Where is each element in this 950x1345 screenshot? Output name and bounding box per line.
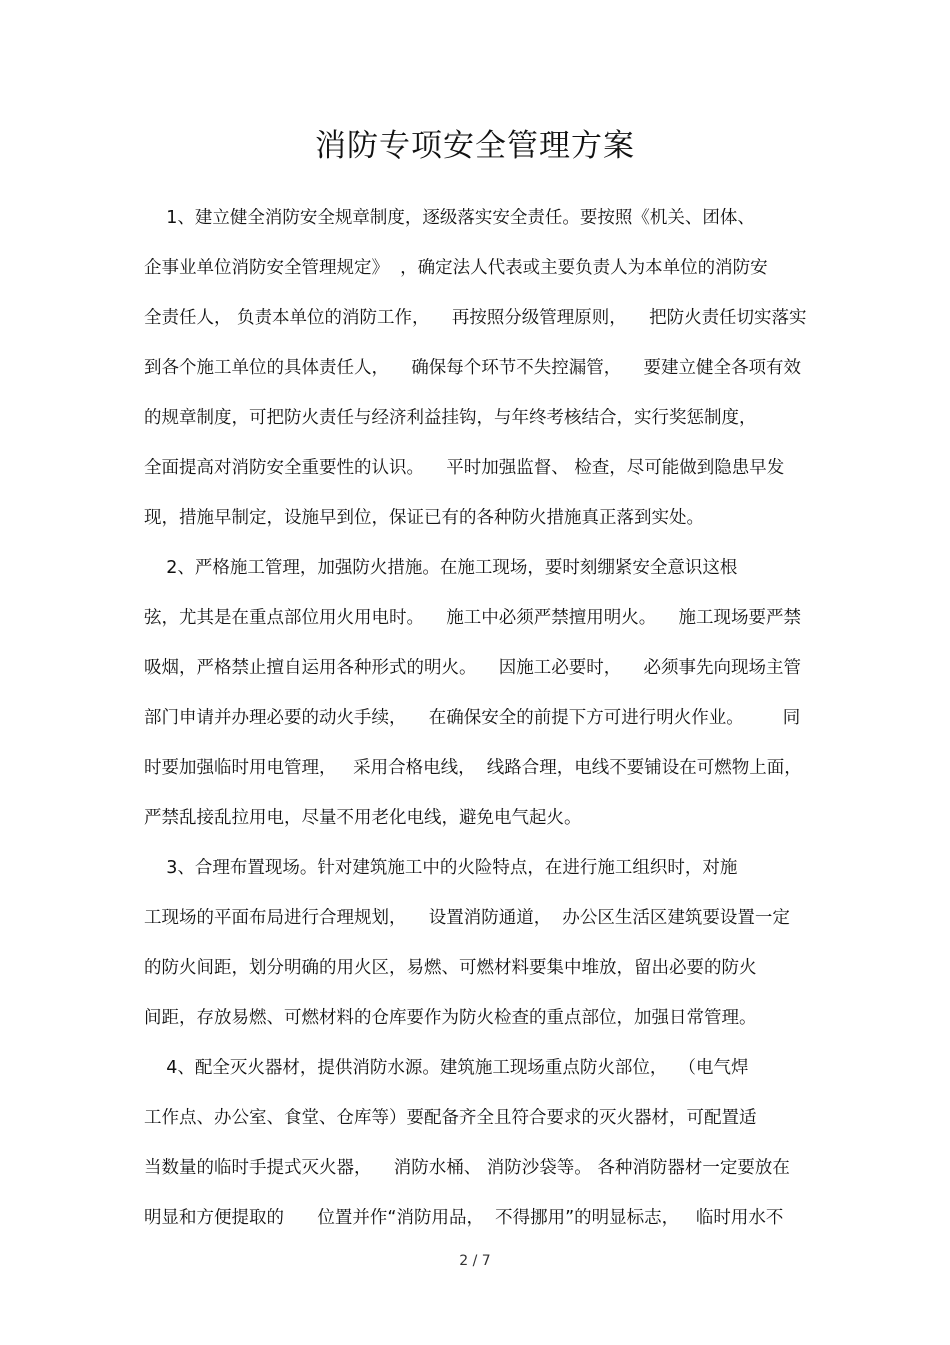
page-number: 2 / 7 [459, 1253, 491, 1269]
text-line-14: 3、合理布置现场。针对建筑施工中的火险特点，在进行施工组织时，对施 [144, 858, 738, 878]
text-line-2: 企事业单位消防安全管理规定》 ，确定法人代表或主要负责人为本单位的消防安 [144, 258, 768, 278]
text-line-6: 全面提高对消防安全重要性的认识。 平时加强监督、 检查，尽可能做到隐患早发 [144, 458, 785, 478]
text-line-5: 的规章制度，可把防火责任与经济利益挂钩，与年终考核结合，实行奖惩制度， [144, 408, 757, 428]
document-title: 消防专项安全管理方案 [315, 128, 635, 164]
text-line-7: 现，措施早制定，设施早到位，保证已有的各种防火措施真正落到实处。 [144, 508, 704, 528]
text-line-20: 当数量的临时手提式灭火器， 消防水桶、 消防沙袋等。 各种消防器材一定要放在 [144, 1158, 790, 1178]
text-line-16: 的防火间距，划分明确的用火区，易燃、可燃材料要集中堆放，留出必要的防火 [144, 958, 757, 978]
text-line-13: 严禁乱接乱拉用电，尽量不用老化电线，避免电气起火。 [144, 808, 582, 828]
text-line-10: 吸烟，严格禁止擅自运用各种形式的明火。 因施工必要时， 必须事先向现场主管 [144, 658, 801, 678]
text-line-18: 4、配全灭火器材，提供消防水源。建筑施工现场重点防火部位， （电气焊 [144, 1058, 749, 1078]
text-line-4: 到各个施工单位的具体责任人， 确保每个环节不失控漏管， 要建立健全各项有效 [144, 358, 801, 378]
text-line-17: 间距，存放易燃、可燃材料的仓库要作为防火检查的重点部位，加强日常管理。 [144, 1008, 757, 1028]
text-line-11: 部门申请并办理必要的动火手续， 在确保安全的前提下方可进行明火作业。 同 [144, 708, 801, 728]
text-line-19: 工作点、办公室、食堂、仓库等）要配备齐全且符合要求的灭火器材，可配置适 [144, 1108, 757, 1128]
text-line-9: 弦，尤其是在重点部位用火用电时。 施工中必须严禁擅用明火。 施工现场要严禁 [144, 608, 801, 628]
text-line-3: 全责任人， 负责本单位的消防工作， 再按照分级管理原则， 把防火责任切实落实 [144, 308, 807, 328]
text-line-1: 1、建立健全消防安全规章制度，逐级落实安全责任。要按照《机关、团体、 [144, 208, 755, 228]
text-line-21: 明显和方便提取的 位置并作“消防用品， 不得挪用”的明显标志， 临时用水不 [144, 1208, 784, 1228]
text-line-12: 时要加强临时用电管理， 采用合格电线， 线路合理，电线不要铺设在可燃物上面， [144, 758, 802, 778]
text-line-8: 2、严格施工管理，加强防火措施。在施工现场，要时刻绷紧安全意识这根 [144, 558, 738, 578]
text-line-15: 工现场的平面布局进行合理规划， 设置消防通道， 办公区生活区建筑要设置一定 [144, 908, 790, 928]
